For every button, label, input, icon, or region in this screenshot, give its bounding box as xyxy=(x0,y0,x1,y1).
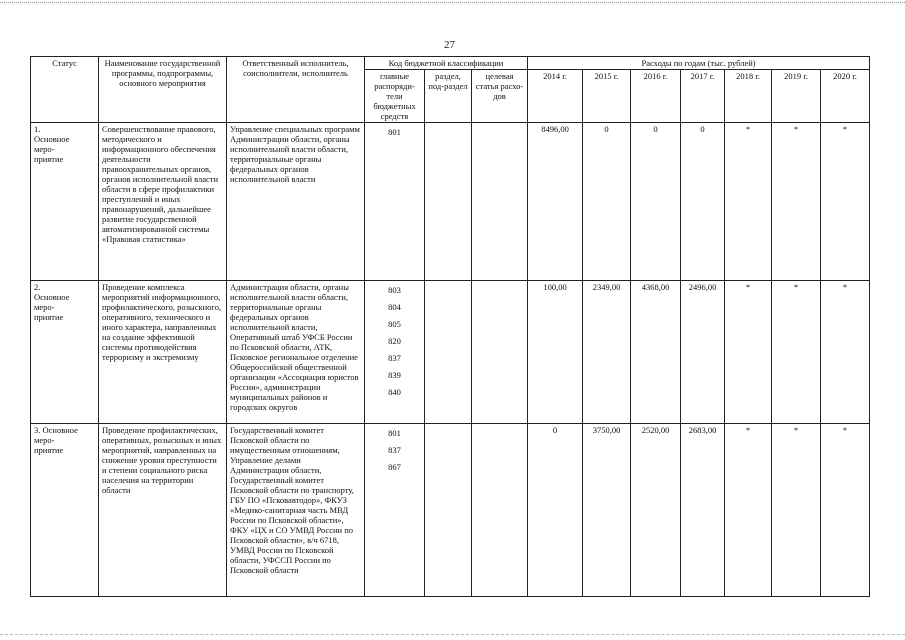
row-status: 3. Основное меро- приятие xyxy=(31,424,99,597)
value-2018: * xyxy=(725,424,772,597)
header-year: 2017 г. xyxy=(681,70,725,123)
value-2016: 2520,00 xyxy=(631,424,681,597)
header-status: Статус xyxy=(31,57,99,123)
value-2019: * xyxy=(772,424,821,597)
program-table xyxy=(30,56,870,597)
row-article xyxy=(472,424,528,597)
header-year: 2014 г. xyxy=(528,70,583,123)
value-2016: 0 xyxy=(631,123,681,281)
header-name: Наименование государственной программы, подпрограммы, основного мероприятия xyxy=(99,57,227,123)
value-2019: * xyxy=(772,281,821,424)
value-2015: 0 xyxy=(583,123,631,281)
header-article: целевая статья расхо-дов xyxy=(472,70,528,123)
header-year: 2015 г. xyxy=(583,70,631,123)
row-executor: Государственный комитет Псковской области по имущественным отношениям, Управление делами Администрации области, Государственный комитет Псковской области по транспорту, ГБУ ПО «Псковавтодор», ФКУЗ «Медико-санитарная часть МВД России по Псковской области», ФКУ «ЦХ и СО УМВД России по Псковской области», в/ч 6718, УМВД России по Псковской области, УФССП России по Псковской области xyxy=(227,424,365,597)
header-expenses: Расходы по годам (тыс. рублей) xyxy=(528,57,870,70)
value-2014: 0 xyxy=(528,424,583,597)
header-executor: Ответственный исполнитель, соисполнители, исполнитель xyxy=(227,57,365,123)
row-article xyxy=(472,281,528,424)
scan-edge-bottom xyxy=(0,634,905,635)
value-2020: * xyxy=(821,424,870,597)
code-value: 867 xyxy=(388,462,401,472)
header-year: 2016 г. xyxy=(631,70,681,123)
value-2019: * xyxy=(772,123,821,281)
table-row xyxy=(31,281,870,424)
row-section xyxy=(425,281,472,424)
value-2014: 100,00 xyxy=(528,281,583,424)
value-2017: 0 xyxy=(681,123,725,281)
value-2014: 8496,00 xyxy=(528,123,583,281)
code-value: 803 xyxy=(388,285,401,295)
header-main-manager: главные распоряди-тели бюджетных средств xyxy=(365,70,425,123)
code-value: 801 xyxy=(388,127,401,137)
code-value: 801 xyxy=(388,428,401,438)
code-value: 805 xyxy=(388,319,401,329)
header-section: раздел, под-раздел xyxy=(425,70,472,123)
value-2017: 2683,00 xyxy=(681,424,725,597)
table-row xyxy=(31,424,870,597)
scan-edge-top xyxy=(0,2,905,3)
row-executor: Администрация области, органы исполнительной власти области, территориальные органы федеральных органов исполнительной власти, Оперативный штаб УФСБ России по Псковской области, АТК, Псковское региональное отделение Общероссийской общественной организации «Ассоциация юристов России», администрации муниципальных районов и городских округов xyxy=(227,281,365,424)
row-section xyxy=(425,424,472,597)
row-codes xyxy=(365,281,425,424)
header-row-1 xyxy=(31,57,870,70)
value-2015: 2349,00 xyxy=(583,281,631,424)
value-2020: * xyxy=(821,123,870,281)
table-row xyxy=(31,123,870,281)
header-budget-code: Код бюджетной классификации xyxy=(365,57,528,70)
row-section xyxy=(425,123,472,281)
header-year: 2020 г. xyxy=(821,70,870,123)
row-executor: Управление специальных программ Администрации области, органы исполнительной власти области, территориальные органы федеральных органов исполнительной власти xyxy=(227,123,365,281)
row-name: Совершенствование правового, методического и информационного обеспечения деятельности правоохранительных органов, органов исполнительной власти области в сфере профилактики преступлений и иных правонарушений, дальнейшее развитие государственной автоматизированной системы «Правовая статистика» xyxy=(99,123,227,281)
value-2015: 3750,00 xyxy=(583,424,631,597)
value-2017: 2496,00 xyxy=(681,281,725,424)
row-name: Проведение комплекса мероприятий информационного, профилактического, розыскного, оперативного, технического и иного характера, направленных на создание эффективной системы противодействия терроризму и экстремизму xyxy=(99,281,227,424)
value-2018: * xyxy=(725,123,772,281)
row-status: 2. Основное меро- приятие xyxy=(31,281,99,424)
code-value: 837 xyxy=(388,353,401,363)
header-year: 2018 г. xyxy=(725,70,772,123)
value-2016: 4368,00 xyxy=(631,281,681,424)
row-codes xyxy=(365,424,425,597)
row-codes xyxy=(365,123,425,281)
row-status: 1. Основное меро- приятие xyxy=(31,123,99,281)
code-value: 840 xyxy=(388,387,401,397)
row-name: Проведение профилактических, оперативных, розыскных и иных мероприятий, направленных на снижение уровня преступности и степени социального риска населения на территории области xyxy=(99,424,227,597)
value-2020: * xyxy=(821,281,870,424)
code-value: 839 xyxy=(388,370,401,380)
value-2018: * xyxy=(725,281,772,424)
header-year: 2019 г. xyxy=(772,70,821,123)
code-value: 837 xyxy=(388,445,401,455)
row-article xyxy=(472,123,528,281)
code-value: 804 xyxy=(388,302,401,312)
page-number: 27 xyxy=(444,39,455,51)
code-value: 820 xyxy=(388,336,401,346)
